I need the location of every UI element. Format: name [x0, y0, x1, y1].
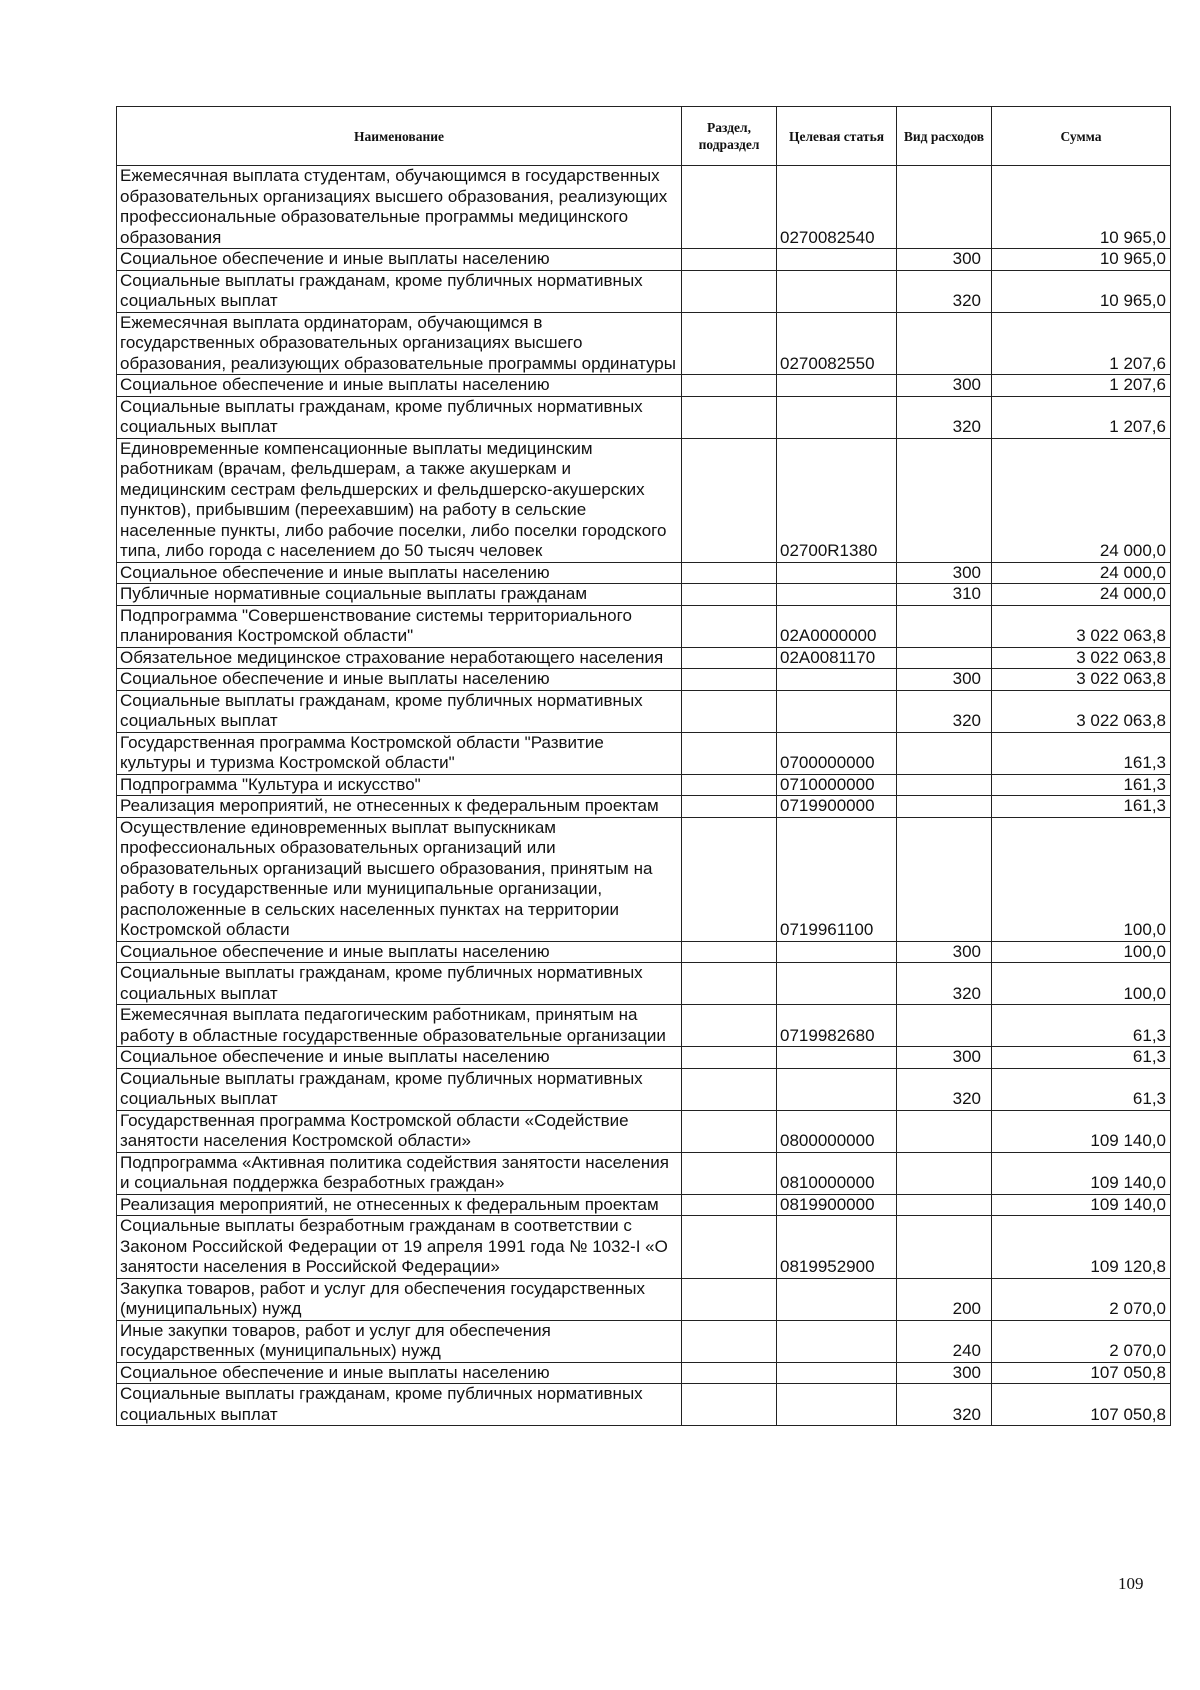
cell-name: Социальное обеспечение и иные выплаты населению [117, 1362, 682, 1384]
cell-kind [897, 647, 992, 669]
cell-name: Социальные выплаты гражданам, кроме публичных нормативных социальных выплат [117, 1068, 682, 1110]
cell-name: Подпрограмма «Активная политика содействия занятости населения и социальная поддержка безработных граждан» [117, 1152, 682, 1194]
cell-kind [897, 605, 992, 647]
cell-section [682, 963, 777, 1005]
cell-target: 02A0000000 [777, 605, 897, 647]
cell-sum: 61,3 [992, 1068, 1171, 1110]
cell-name: Реализация мероприятий, не отнесенных к федеральным проектам [117, 1194, 682, 1216]
cell-sum: 1 207,6 [992, 375, 1171, 397]
cell-kind: 300 [897, 669, 992, 691]
cell-kind: 320 [897, 270, 992, 312]
cell-kind: 300 [897, 1362, 992, 1384]
table-row [117, 732, 1171, 774]
cell-sum: 161,3 [992, 774, 1171, 796]
cell-sum: 10 965,0 [992, 166, 1171, 249]
table-row [117, 647, 1171, 669]
cell-section [682, 817, 777, 941]
cell-target [777, 1362, 897, 1384]
cell-section [682, 396, 777, 438]
table-row [117, 1005, 1171, 1047]
cell-name: Социальное обеспечение и иные выплаты населению [117, 562, 682, 584]
table-row [117, 796, 1171, 818]
cell-kind: 320 [897, 1384, 992, 1426]
cell-section [682, 1068, 777, 1110]
cell-sum: 100,0 [992, 963, 1171, 1005]
cell-sum: 161,3 [992, 732, 1171, 774]
table-row [117, 375, 1171, 397]
cell-kind: 300 [897, 1047, 992, 1069]
cell-section [682, 941, 777, 963]
cell-kind [897, 732, 992, 774]
cell-sum: 10 965,0 [992, 249, 1171, 271]
cell-target [777, 1068, 897, 1110]
table-row [117, 1362, 1171, 1384]
cell-kind: 300 [897, 375, 992, 397]
cell-section [682, 732, 777, 774]
header-section: Раздел, подраздел [682, 107, 777, 166]
cell-target [777, 375, 897, 397]
cell-section [682, 270, 777, 312]
cell-target: 0719961100 [777, 817, 897, 941]
table-row [117, 941, 1171, 963]
table-row [117, 1384, 1171, 1426]
cell-sum: 100,0 [992, 941, 1171, 963]
cell-target: 0710000000 [777, 774, 897, 796]
cell-target: 0700000000 [777, 732, 897, 774]
cell-section [682, 690, 777, 732]
cell-kind [897, 312, 992, 375]
cell-name: Единовременные компенсационные выплаты медицинским работникам (врачам, фельдшерам, а также акушеркам и медицинским сестрам фельдшерских и фельдшерско-акушерских пунктов), прибывшим (переехавшим) на работу в сельские населенные пункты, либо рабочие поселки, либо поселки городского типа, либо города с населением до 50 тысяч человек [117, 438, 682, 562]
cell-kind [897, 166, 992, 249]
cell-target: 0819952900 [777, 1216, 897, 1279]
cell-sum: 3 022 063,8 [992, 669, 1171, 691]
cell-target [777, 584, 897, 606]
table-row [117, 1194, 1171, 1216]
cell-kind [897, 1152, 992, 1194]
cell-name: Реализация мероприятий, не отнесенных к федеральным проектам [117, 796, 682, 818]
cell-name: Ежемесячная выплата студентам, обучающимся в государственных образовательных организациях высшего образования, реализующих профессиональные образовательные программы медицинского образования [117, 166, 682, 249]
cell-section [682, 647, 777, 669]
table-header-row [117, 107, 1171, 166]
budget-table [116, 106, 1171, 1426]
cell-sum: 24 000,0 [992, 438, 1171, 562]
cell-sum: 1 207,6 [992, 396, 1171, 438]
cell-kind: 300 [897, 249, 992, 271]
page-number: 109 [1118, 1574, 1144, 1593]
cell-target [777, 396, 897, 438]
cell-name: Социальные выплаты гражданам, кроме публичных нормативных социальных выплат [117, 1384, 682, 1426]
cell-target: 0270082550 [777, 312, 897, 375]
cell-name: Ежемесячная выплата педагогическим работникам, принятым на работу в областные государственные образовательные организации [117, 1005, 682, 1047]
cell-section [682, 1005, 777, 1047]
cell-sum: 107 050,8 [992, 1362, 1171, 1384]
cell-sum: 24 000,0 [992, 584, 1171, 606]
cell-name: Подпрограмма "Культура и искусство" [117, 774, 682, 796]
table-row [117, 270, 1171, 312]
cell-target [777, 249, 897, 271]
cell-name: Подпрограмма "Совершенствование системы территориального планирования Костромской области" [117, 605, 682, 647]
cell-sum: 2 070,0 [992, 1278, 1171, 1320]
cell-section [682, 669, 777, 691]
cell-target [777, 1320, 897, 1362]
cell-name: Социальные выплаты гражданам, кроме публичных нормативных социальных выплат [117, 270, 682, 312]
cell-target: 0719900000 [777, 796, 897, 818]
cell-name: Социальное обеспечение и иные выплаты населению [117, 941, 682, 963]
cell-kind: 320 [897, 396, 992, 438]
cell-target [777, 1384, 897, 1426]
cell-sum: 107 050,8 [992, 1384, 1171, 1426]
cell-section [682, 375, 777, 397]
cell-section [682, 584, 777, 606]
cell-sum: 3 022 063,8 [992, 647, 1171, 669]
table-row [117, 690, 1171, 732]
cell-kind: 200 [897, 1278, 992, 1320]
header-kind: Вид расходов [897, 107, 992, 166]
header-name: Наименование [117, 107, 682, 166]
table-row [117, 312, 1171, 375]
cell-sum: 61,3 [992, 1005, 1171, 1047]
cell-sum: 109 140,0 [992, 1194, 1171, 1216]
cell-target: 0810000000 [777, 1152, 897, 1194]
cell-target: 0719982680 [777, 1005, 897, 1047]
table-row [117, 438, 1171, 562]
cell-kind: 240 [897, 1320, 992, 1362]
cell-kind [897, 1005, 992, 1047]
table-row [117, 1068, 1171, 1110]
cell-section [682, 438, 777, 562]
cell-target [777, 690, 897, 732]
cell-section [682, 1320, 777, 1362]
cell-name: Публичные нормативные социальные выплаты гражданам [117, 584, 682, 606]
cell-name: Социальное обеспечение и иные выплаты населению [117, 1047, 682, 1069]
cell-section [682, 1152, 777, 1194]
cell-kind: 310 [897, 584, 992, 606]
table-row [117, 562, 1171, 584]
cell-target [777, 669, 897, 691]
table-row [117, 1110, 1171, 1152]
cell-target [777, 1278, 897, 1320]
table-row [117, 1320, 1171, 1362]
table-row [117, 584, 1171, 606]
cell-target [777, 270, 897, 312]
table-row [117, 817, 1171, 941]
cell-section [682, 249, 777, 271]
cell-name: Ежемесячная выплата ординаторам, обучающимся в государственных образовательных организациях высшего образования, реализующих образовательные программы ординатуры [117, 312, 682, 375]
table-row [117, 1278, 1171, 1320]
cell-section [682, 1362, 777, 1384]
cell-section [682, 774, 777, 796]
cell-target [777, 562, 897, 584]
cell-kind: 320 [897, 690, 992, 732]
cell-kind [897, 817, 992, 941]
table-row [117, 605, 1171, 647]
cell-section [682, 166, 777, 249]
cell-sum: 61,3 [992, 1047, 1171, 1069]
cell-name: Иные закупки товаров, работ и услуг для обеспечения государственных (муниципальных) нужд [117, 1320, 682, 1362]
table-row [117, 1047, 1171, 1069]
cell-name: Социальное обеспечение и иные выплаты населению [117, 249, 682, 271]
cell-name: Социальные выплаты гражданам, кроме публичных нормативных социальных выплат [117, 690, 682, 732]
cell-kind: 320 [897, 963, 992, 1005]
cell-sum: 2 070,0 [992, 1320, 1171, 1362]
cell-section [682, 605, 777, 647]
cell-sum: 1 207,6 [992, 312, 1171, 375]
table-body [117, 166, 1171, 1426]
cell-sum: 3 022 063,8 [992, 690, 1171, 732]
cell-kind [897, 1194, 992, 1216]
cell-section [682, 1278, 777, 1320]
cell-name: Государственная программа Костромской области «Содействие занятости населения Костромской области» [117, 1110, 682, 1152]
cell-kind [897, 796, 992, 818]
table-row [117, 166, 1171, 249]
cell-name: Закупка товаров, работ и услуг для обеспечения государственных (муниципальных) нужд [117, 1278, 682, 1320]
cell-section [682, 1194, 777, 1216]
table-row [117, 669, 1171, 691]
table-row [117, 1216, 1171, 1279]
table-row [117, 396, 1171, 438]
cell-sum: 100,0 [992, 817, 1171, 941]
cell-section [682, 1110, 777, 1152]
header-target: Целевая статья [777, 107, 897, 166]
cell-target: 0270082540 [777, 166, 897, 249]
cell-sum: 10 965,0 [992, 270, 1171, 312]
table-row [117, 963, 1171, 1005]
cell-kind: 300 [897, 941, 992, 963]
cell-name: Государственная программа Костромской области "Развитие культуры и туризма Костромской области" [117, 732, 682, 774]
table-row [117, 249, 1171, 271]
table-row [117, 774, 1171, 796]
cell-kind [897, 1216, 992, 1279]
cell-name: Социальное обеспечение и иные выплаты населению [117, 669, 682, 691]
cell-name: Социальные выплаты гражданам, кроме публичных нормативных социальных выплат [117, 396, 682, 438]
cell-target: 02A0081170 [777, 647, 897, 669]
cell-section [682, 1216, 777, 1279]
cell-name: Социальные выплаты безработным гражданам в соответствии с Законом Российской Федерации от 19 апреля 1991 года № 1032-I «О занятости населения в Российской Федерации» [117, 1216, 682, 1279]
cell-target [777, 963, 897, 1005]
cell-sum: 24 000,0 [992, 562, 1171, 584]
cell-target: 0800000000 [777, 1110, 897, 1152]
cell-kind [897, 1110, 992, 1152]
cell-section [682, 796, 777, 818]
cell-sum: 109 120,8 [992, 1216, 1171, 1279]
cell-section [682, 1384, 777, 1426]
header-sum: Сумма [992, 107, 1171, 166]
cell-kind: 320 [897, 1068, 992, 1110]
cell-name: Обязательное медицинское страхование неработающего населения [117, 647, 682, 669]
cell-section [682, 312, 777, 375]
cell-kind [897, 774, 992, 796]
cell-sum: 3 022 063,8 [992, 605, 1171, 647]
cell-target [777, 1047, 897, 1069]
cell-section [682, 562, 777, 584]
cell-kind: 300 [897, 562, 992, 584]
table-row [117, 1152, 1171, 1194]
cell-target: 02700R1380 [777, 438, 897, 562]
cell-name: Социальные выплаты гражданам, кроме публичных нормативных социальных выплат [117, 963, 682, 1005]
cell-sum: 161,3 [992, 796, 1171, 818]
cell-kind [897, 438, 992, 562]
cell-target: 0819900000 [777, 1194, 897, 1216]
cell-name: Социальное обеспечение и иные выплаты населению [117, 375, 682, 397]
cell-sum: 109 140,0 [992, 1152, 1171, 1194]
cell-sum: 109 140,0 [992, 1110, 1171, 1152]
cell-name: Осуществление единовременных выплат выпускникам профессиональных образовательных организаций или образовательных организаций высшего образования, принятым на работу в государственные или муниципальные организации, расположенные в сельских населенных пунктах на территории Костромской области [117, 817, 682, 941]
cell-target [777, 941, 897, 963]
cell-section [682, 1047, 777, 1069]
